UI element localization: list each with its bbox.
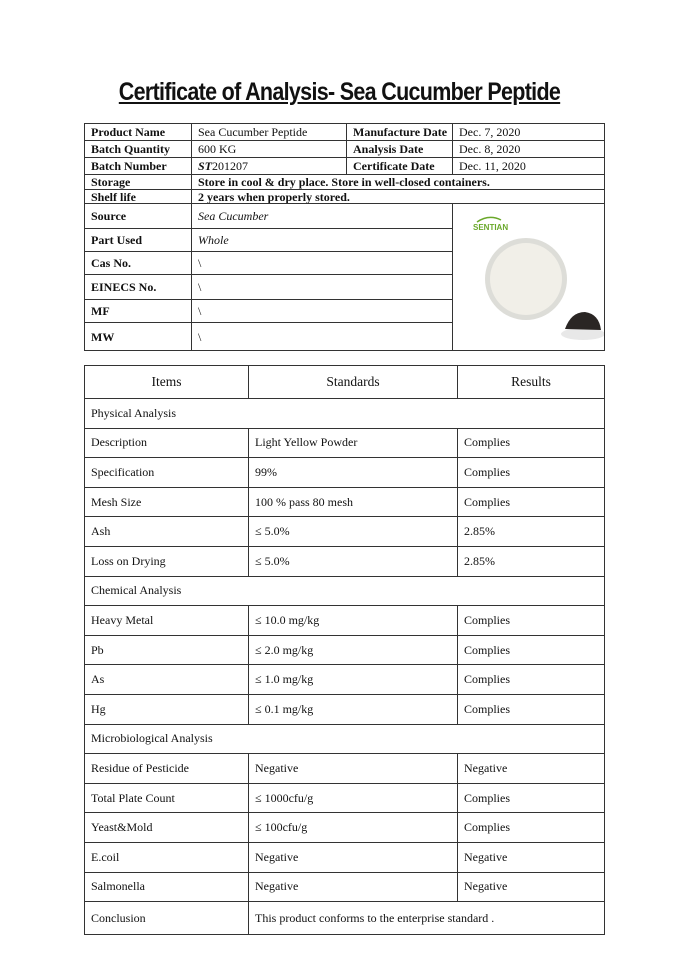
- standard-cell: ≤ 10.0 mg/kg: [249, 606, 458, 636]
- standard-cell: ≤ 0.1 mg/kg: [249, 694, 458, 724]
- item-cell: As: [85, 665, 249, 695]
- item-cell: Salmonella: [85, 872, 249, 902]
- standard-cell: ≤ 5.0%: [249, 517, 458, 547]
- label: Batch Quantity: [85, 141, 192, 158]
- label: Batch Number: [85, 158, 192, 175]
- item-cell: Description: [85, 428, 249, 458]
- section-row: [85, 576, 605, 606]
- item-cell: Mesh Size: [85, 487, 249, 517]
- result-cell: Complies: [458, 813, 605, 843]
- label: Analysis Date: [347, 141, 453, 158]
- value: \: [192, 323, 453, 351]
- result-cell: Complies: [458, 458, 605, 488]
- item-cell: Ash: [85, 517, 249, 547]
- table-row: [85, 428, 605, 458]
- result-cell: Negative: [458, 872, 605, 902]
- label: Certificate Date: [347, 158, 453, 175]
- table-row: [85, 635, 605, 665]
- standard-cell: ≤ 100cfu/g: [249, 813, 458, 843]
- standard-cell: Negative: [249, 754, 458, 784]
- section-row: [85, 724, 605, 754]
- result-cell: Complies: [458, 694, 605, 724]
- label: Storage: [85, 175, 192, 190]
- standard-cell: Negative: [249, 842, 458, 872]
- value: 2 years when properly stored.: [192, 190, 605, 204]
- table-row: [85, 783, 605, 813]
- table-row: [85, 458, 605, 488]
- standard-cell: 100 % pass 80 mesh: [249, 487, 458, 517]
- analysis-table: [84, 365, 605, 935]
- conclusion-text: This product conforms to the enterprise standard .: [249, 902, 605, 935]
- standard-cell: Negative: [249, 872, 458, 902]
- result-cell: Complies: [458, 606, 605, 636]
- section-title: Physical Analysis: [85, 399, 605, 429]
- label: Manufacture Date: [347, 124, 453, 141]
- value: 600 KG: [192, 141, 347, 158]
- value: Sea Cucumber: [192, 204, 453, 229]
- standard-cell: ≤ 2.0 mg/kg: [249, 635, 458, 665]
- item-cell: Hg: [85, 694, 249, 724]
- product-photo: [453, 204, 605, 348]
- label: EINECS No.: [85, 275, 192, 300]
- result-cell: Complies: [458, 665, 605, 695]
- conclusion-row: [85, 902, 605, 935]
- label: MW: [85, 323, 192, 351]
- value: \: [192, 299, 453, 322]
- label: Product Name: [85, 124, 192, 141]
- standard-cell: Light Yellow Powder: [249, 428, 458, 458]
- table-row: [85, 487, 605, 517]
- product-image: [453, 204, 605, 351]
- value: Sea Cucumber Peptide: [192, 124, 347, 141]
- table-row: [85, 842, 605, 872]
- page-title: Certificate of Analysis- Sea Cucumber Peptide: [118, 78, 561, 106]
- result-cell: Complies: [458, 487, 605, 517]
- table-row: [85, 606, 605, 636]
- result-cell: 2.85%: [458, 546, 605, 576]
- result-cell: Negative: [458, 842, 605, 872]
- table-row: [85, 813, 605, 843]
- item-cell: Residue of Pesticide: [85, 754, 249, 784]
- table-row: [85, 517, 605, 547]
- value: Dec. 11, 2020: [453, 158, 605, 175]
- table-row: [85, 754, 605, 784]
- section-row: [85, 399, 605, 429]
- standard-cell: ≤ 5.0%: [249, 546, 458, 576]
- item-cell: Loss on Drying: [85, 546, 249, 576]
- item-cell: Specification: [85, 458, 249, 488]
- product-info-table: [84, 123, 605, 351]
- label: MF: [85, 299, 192, 322]
- header-results: Results: [458, 366, 605, 399]
- table-row: [85, 546, 605, 576]
- value: Dec. 8, 2020: [453, 141, 605, 158]
- label: Shelf life: [85, 190, 192, 204]
- result-cell: Complies: [458, 783, 605, 813]
- section-title: Chemical Analysis: [85, 576, 605, 606]
- header-standards: Standards: [249, 366, 458, 399]
- value: Dec. 7, 2020: [453, 124, 605, 141]
- sentian-logo: SENTIAN: [473, 223, 509, 232]
- section-title: Microbiological Analysis: [85, 724, 605, 754]
- standard-cell: ≤ 1000cfu/g: [249, 783, 458, 813]
- label: Source: [85, 204, 192, 229]
- item-cell: E.coil: [85, 842, 249, 872]
- table-row: [85, 665, 605, 695]
- result-cell: Complies: [458, 635, 605, 665]
- label: Part Used: [85, 228, 192, 251]
- table-row: [85, 872, 605, 902]
- result-cell: Complies: [458, 428, 605, 458]
- standard-cell: 99%: [249, 458, 458, 488]
- batch-number: 201207: [212, 159, 249, 173]
- item-cell: Total Plate Count: [85, 783, 249, 813]
- header-items: Items: [85, 366, 249, 399]
- item-cell: Yeast&Mold: [85, 813, 249, 843]
- standard-cell: ≤ 1.0 mg/kg: [249, 665, 458, 695]
- value: [192, 158, 347, 175]
- value: \: [192, 275, 453, 300]
- table-row: [85, 694, 605, 724]
- label: Cas No.: [85, 251, 192, 274]
- value: \: [192, 251, 453, 274]
- result-cell: Negative: [458, 754, 605, 784]
- batch-prefix: ST: [198, 159, 213, 173]
- result-cell: 2.85%: [458, 517, 605, 547]
- value: Whole: [192, 228, 453, 251]
- item-cell: Heavy Metal: [85, 606, 249, 636]
- item-cell: Pb: [85, 635, 249, 665]
- conclusion-label: Conclusion: [85, 902, 249, 935]
- value: Store in cool & dry place. Store in well-closed containers.: [192, 175, 605, 190]
